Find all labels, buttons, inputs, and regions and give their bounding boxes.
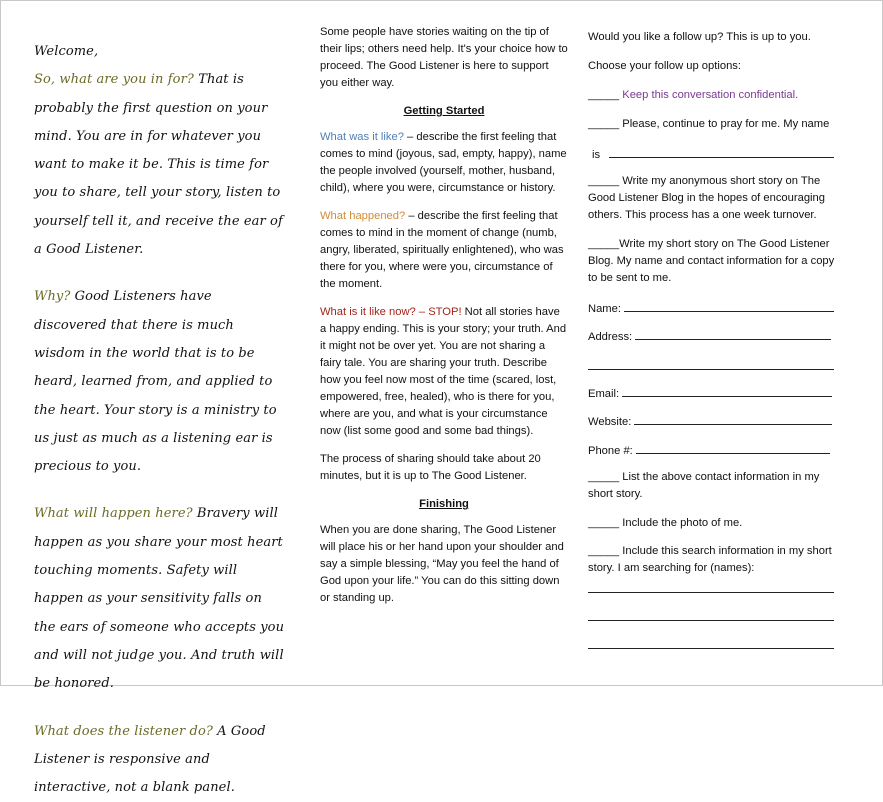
question-body-3: Not all stories have a happy ending. This is your story; your truth. And it might not be over yet. You are not sharing a fairy tale. You are sharing your truth. Describe how you feel now most of the time (scared, lost, empowered, free, healed), who is there for you, where are you, and what is your circumstance now (list some good and some bad things). (320, 306, 567, 437)
search-names-line-2[interactable] (588, 620, 834, 621)
address-field[interactable] (588, 327, 843, 346)
address-label: Address: (588, 331, 633, 343)
question-body-1: – describe the first feeling that comes to mind (joyous, sad, empty, happy), name the people involved (yourself, mother, husband, child), where you were, circumstance or history. (320, 131, 567, 194)
option-blank: _____ (588, 89, 620, 101)
website-field[interactable] (588, 412, 843, 431)
option-blank: _____ (588, 545, 620, 557)
question-what-is-it-like-now (320, 304, 568, 440)
option-blank: _____ (588, 471, 620, 483)
question-lead-1: So, what are you in for? (34, 72, 194, 88)
option-blank: _____ (588, 175, 620, 187)
website-input-line[interactable] (634, 412, 832, 425)
finishing-heading: Finishing (419, 498, 469, 510)
welcome-paragraph-4 (34, 718, 286, 802)
question-what-was-it-like (320, 129, 568, 197)
name-label: Name: (588, 303, 621, 315)
process-paragraph: The process of sharing should take about 20 minutes, but it is up to The Good Listener. (320, 453, 541, 482)
welcome-panel (34, 38, 286, 802)
question-lead-2: Why? (34, 289, 71, 305)
option-label: Please, continue to pray for me. My name (622, 118, 830, 130)
option-search-info[interactable] (588, 543, 843, 577)
option-blank: _____ (588, 517, 620, 529)
option-label: Write my short story on The Good Listener Blog. My name and contact information for a copy to be sent to me. (588, 238, 835, 284)
prayer-name-line[interactable] (609, 145, 834, 158)
option-named-story[interactable] (588, 236, 843, 287)
getting-started-heading: Getting Started (403, 105, 485, 117)
option-confidential[interactable] (588, 87, 843, 104)
email-input-line[interactable] (622, 384, 832, 397)
email-label: Email: (588, 388, 620, 400)
name-input-line[interactable] (624, 299, 834, 312)
address-input-line[interactable] (635, 327, 831, 340)
option-label: Write my anonymous short story on The Good Listener Blog in the hopes of encouraging others. This process has a one week turnover. (588, 175, 825, 221)
question-what-happened (320, 208, 568, 293)
welcome-paragraph-2 (34, 283, 286, 481)
option-anonymous-story[interactable] (588, 173, 843, 224)
phone-field[interactable] (588, 441, 843, 460)
follow-up-question: Would you like a follow up? This is up to you. (588, 31, 811, 43)
option-label: Keep this conversation confidential. (622, 89, 799, 101)
answer-text-2: Good Listeners have discovered that there is much wisdom in the world that is to be heard, learned from, and applied to the heart. Your story is a ministry to us just as much as a listening ear is precious to you. (34, 289, 277, 475)
address-line-2[interactable] (588, 369, 834, 370)
question-lead-4: What does the listener do? (34, 723, 213, 739)
intro-paragraph: Some people have stories waiting on the tip of their lips; others need help. It's your choice how to proceed. The Good Listener is here to support you either way. (320, 26, 568, 89)
search-names-line-1[interactable] (588, 592, 834, 593)
option-label: List the above contact information in my short story. (588, 471, 820, 500)
name-field[interactable] (588, 299, 843, 318)
prayer-name-field[interactable] (592, 145, 847, 164)
option-label: Include this search information in my short story. I am searching for (names): (588, 545, 832, 574)
option-blank: _____ (588, 118, 620, 130)
answer-text-3: Bravery will happen as you share your most heart touching moments. Safety will happen as your sensitivity falls on the ears of someone who accepts you and will not judge you. And truth will be honored. (34, 506, 285, 692)
phone-label: Phone #: (588, 445, 633, 457)
option-include-photo[interactable] (588, 515, 843, 532)
option-label: Include the photo of me. (622, 517, 743, 529)
website-label: Website: (588, 416, 632, 428)
is-label: is (592, 149, 601, 161)
welcome-heading: Welcome, (34, 44, 99, 59)
search-names-line-3[interactable] (588, 648, 834, 649)
finishing-paragraph: When you are done sharing, The Good Listener will place his or her hand upon your shoulder and say a simple blessing, “May you feel the hand of God upon your life.” You can do this sitting down or standing up. (320, 524, 564, 604)
question-body-2: – describe the first feeling that comes to mind in the moment of change (numb, angry, liberated, spiritually enlightened), who was there for you, where were you, circumstance of the moment. (320, 210, 564, 290)
question-lead-blue: What was it like? (320, 131, 404, 143)
option-pray[interactable] (588, 116, 843, 133)
option-list-contact[interactable] (588, 469, 843, 503)
question-lead-orange: What happened? (320, 210, 406, 222)
email-field[interactable] (588, 384, 843, 403)
question-lead-3: What will happen here? (34, 506, 193, 522)
choose-options-label: Choose your follow up options: (588, 60, 741, 72)
question-lead-red: What is it like now? – STOP! (320, 306, 462, 318)
phone-input-line[interactable] (636, 441, 830, 454)
answer-text-4: A Good Listener is responsive and interactive, not a blank panel. (34, 723, 266, 796)
option-blank: _____ (588, 238, 620, 250)
welcome-paragraph-3 (34, 500, 286, 698)
instructions-panel (320, 24, 568, 618)
welcome-paragraph-1 (34, 66, 286, 264)
answer-text-1: That is probably the first question on your mind. You are in for whatever you want to make it be. This is time for you to share, tell your story, listen to yourself tell it, and receive the ear of a Good Listener. (34, 72, 283, 258)
